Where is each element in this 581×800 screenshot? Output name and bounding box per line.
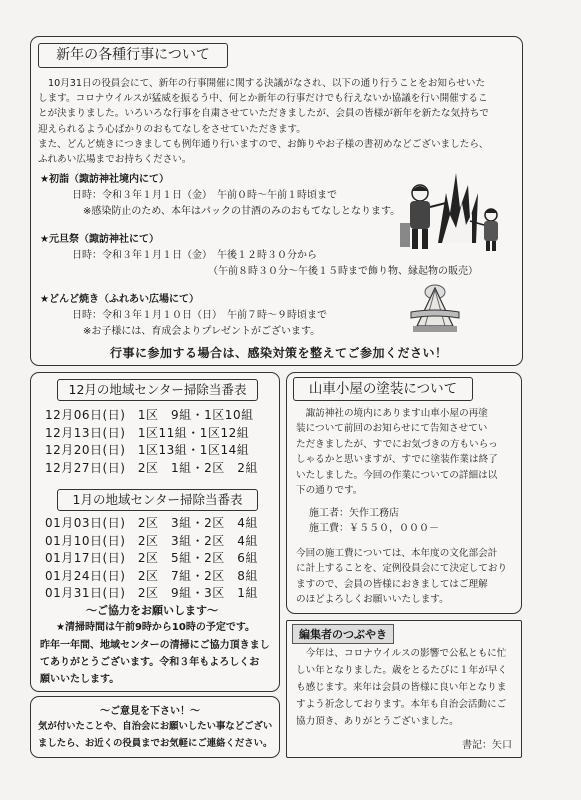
schedule-row: 12月13日(日) 1区11組・1区12組 <box>45 426 250 440</box>
schedule-row: 12月06日(日) 1区 9組・1区10組 <box>45 408 254 422</box>
cooperation-note: ～ご協力をお願いします～ <box>86 604 218 617</box>
editor-line: も感じます。来年は会員の皆様に良い年となりま <box>296 682 507 693</box>
jan-schedule-title: 1月の地域センター掃除当番表 <box>72 492 243 507</box>
editor-line: 協力頂き、ありがとうございました。 <box>296 716 459 727</box>
thanks-line: てありがとうございます。令和３年もよろしくお <box>40 657 260 668</box>
event-detail: ※感染防止のため、本年はパックの甘酒のみのおもてなしとなります。 <box>83 206 401 217</box>
bonfire-illustration <box>398 163 510 255</box>
editor-line: 今年は、コロナウイルスの影響で公私ともに忙 <box>296 648 507 659</box>
schedule-row: 01月24日(日) 2区 7組・2区 8組 <box>45 569 258 583</box>
hut-footer-line: に計上することを、定例役員会にて決定しており <box>296 563 508 575</box>
schedule-row: 01月03日(日) 2区 3組・2区 4組 <box>45 516 258 530</box>
event-detail: 日時：令和３年１月１日（金） 午後１２時３０分から <box>72 250 317 261</box>
dondo-illustration <box>405 282 465 334</box>
opinion-title: ～ご意見を下さい！～ <box>100 706 200 717</box>
schedule-row: 01月17日(日) 2区 5組・2区 6組 <box>45 551 258 565</box>
hut-text <box>296 406 498 498</box>
intro-line: します。コロナウイルスが猛威を振るう中、何とか新年の行事だけでも行えないか協議を行い開催するこ <box>38 93 488 105</box>
thanks-line: 昨年一年間、地域センターの清掃にご協力頂きまし <box>40 640 270 651</box>
events-notice: 行事に参加する場合は、感染対策を整えてご参加ください！ <box>110 346 448 360</box>
schedule-row: 01月31日(日) 2区 9組・3区 1組 <box>45 586 258 600</box>
events-title: 新年の各種行事について <box>56 47 210 63</box>
hut-line: ただきましたが、すでにお気づきの方もいらっ <box>296 438 498 450</box>
opinion-line: 気が付いたことや、自治会にお願いしたい事などござい <box>38 721 273 732</box>
event-detail: 日時：令和３年１月１０日（日） 午前７時～９時頃まで <box>72 310 327 321</box>
schedule-row: 12月20日(日) 1区13組・1区14組 <box>45 443 250 457</box>
intro-line: また、どんど焼きにつきましても例年通り行いますので、お飾りやお子様の書初めなどございましたら、 <box>38 138 489 150</box>
event-heading: ★元旦祭（諏訪神社にて） <box>40 234 159 245</box>
event-detail: 日時：令和３年１月１日（金） 午前０時～午前１時頃まで <box>72 190 337 201</box>
hut-footer <box>296 546 507 608</box>
intro-line: とが決まりました。いろいろな行事を自粛させていただきましたが、会員の皆様が新年を新たな気持ちで <box>38 108 489 120</box>
schedule-row: 12月27日(日) 2区 1組・2区 2組 <box>45 461 258 475</box>
dec-schedule-title: 12月の地域センター掃除当番表 <box>68 382 247 397</box>
hut-footer-line: ますので、会員の皆様におきましてはご理解 <box>296 578 488 590</box>
hut-line: 諏訪神社の境内にあります山車小屋の再塗 <box>296 408 488 419</box>
schedule-row: 01月10日(日) 2区 3組・2区 4組 <box>45 534 258 548</box>
hut-line: しゃるかと思いますが、すでに塗装作業は終了 <box>296 454 498 466</box>
hut-footer-line: のほどよろしくお願いいたします。 <box>296 594 449 606</box>
event-detail: ※お子様には、育成会よりプレゼントがございます。 <box>83 326 321 337</box>
editor-line: すよう祈念しております。本年も自治会活動にご <box>296 699 507 710</box>
hut-title: 山車小屋の塗装について <box>308 381 458 397</box>
event-heading: ★初詣（諏訪神社境内にて） <box>40 174 169 185</box>
editor-title: 編集者のつぶやき <box>292 624 394 644</box>
hut-cost: 施工費：￥５５０，０００－ <box>309 523 439 534</box>
hut-footer-line: 今回の施工費については、本年度の文化部会計 <box>296 548 498 559</box>
opinion-line: ましたら、お近くの役員までお気軽にご連絡ください。 <box>38 738 273 749</box>
thanks-line: 願いいたします。 <box>40 674 120 685</box>
cleaning-thanks <box>40 637 270 688</box>
hut-line: いたしました。今回の作業についての詳細は以 <box>296 469 498 481</box>
intro-line: ふれあい広場までお持ちください。 <box>38 154 192 166</box>
event-heading: ★どんど焼き（ふれあい広場にて） <box>40 294 199 305</box>
events-intro <box>38 76 489 167</box>
hut-contractor: 施工者：矢作工務店 <box>309 508 399 519</box>
hut-title-frame <box>293 377 473 401</box>
editor-text <box>296 645 507 730</box>
opinion-text <box>38 718 272 752</box>
dec-title-frame <box>57 379 258 401</box>
hut-line: 下の通りです。 <box>296 485 363 497</box>
event-detail: （午前８時３０分～午後１５時まで飾り物、縁起物の販売） <box>208 266 478 277</box>
editor-signature: 書記：矢口 <box>462 740 512 751</box>
editor-line: しい年となりました。歳をとるたびに１年が早く <box>296 665 508 676</box>
hut-line: 装について前回のお知らせにて告知させてい <box>296 423 488 435</box>
jan-title-frame <box>57 489 258 511</box>
events-title-frame <box>38 43 228 68</box>
intro-line: 10月31日の役員会にて、新年の行事開催に関する決議がなされ、以下の通り行うことをお知らせいた <box>48 78 486 89</box>
intro-line: 迎えられるよう心ばかりのおもてなしをさせていただきます。 <box>38 123 306 135</box>
cleaning-time-note: ★清掃時間は午前9時から10時の予定です。 <box>56 622 256 633</box>
